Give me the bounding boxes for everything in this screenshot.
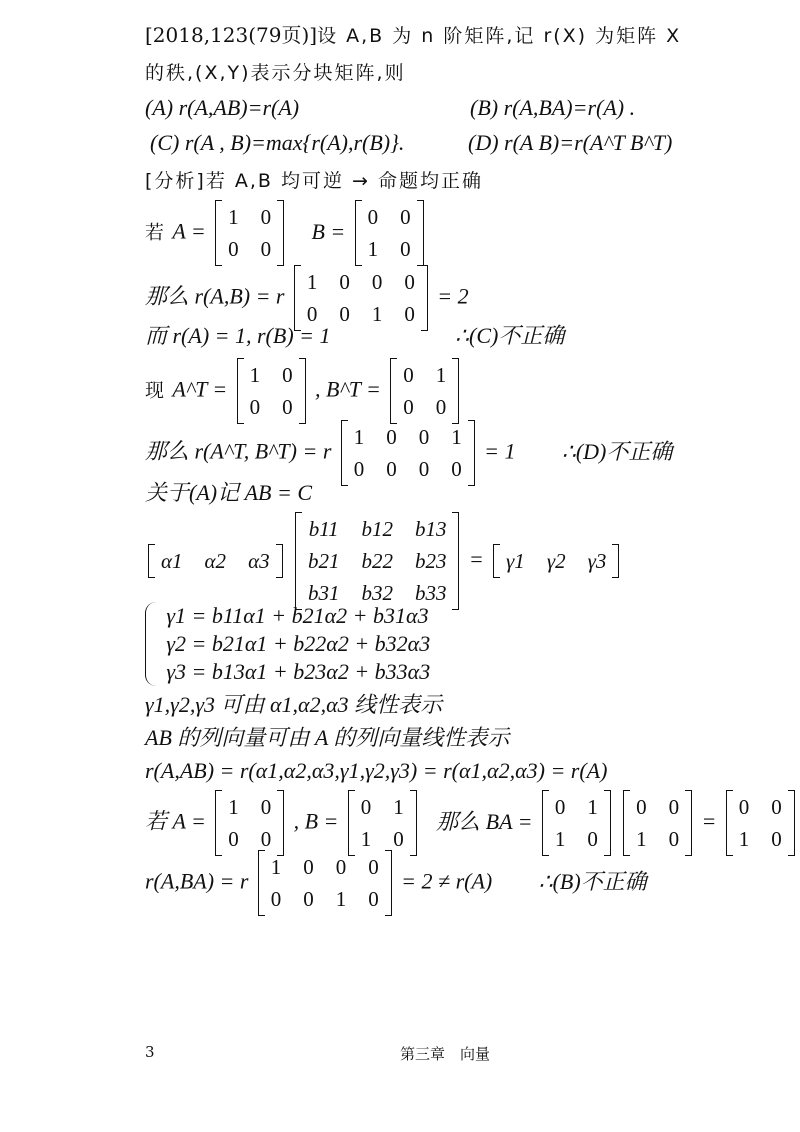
matrix-b bbox=[295, 512, 460, 610]
matrix-cell: b23 bbox=[414, 549, 447, 573]
matrix-cell: 0 bbox=[282, 395, 293, 419]
equation-system bbox=[145, 602, 430, 686]
matrix-cell: 0 bbox=[738, 795, 750, 819]
matrix-cell: 0 bbox=[668, 827, 680, 851]
example2-b-label: , B = bbox=[293, 808, 339, 834]
matrix-cell: 1 bbox=[554, 827, 566, 851]
matrix-ex2-m1 bbox=[542, 790, 611, 856]
matrix-cell: 0 bbox=[303, 887, 314, 911]
alpha-row-vector bbox=[148, 544, 283, 578]
matrix-ex2-b bbox=[348, 790, 417, 856]
matrix-cell: b33 bbox=[414, 581, 447, 605]
matrix-cell: 0 bbox=[360, 795, 372, 819]
example1-b-label: B = bbox=[311, 218, 346, 244]
matrix-cell: 1 bbox=[228, 795, 239, 819]
matrix-cell: γ2 bbox=[546, 549, 566, 573]
product-line: α1 α2 α3 b11 b12 b13 b21 b22 b23 b31 b32 b33 = γ1 γ2 γ3 bbox=[145, 512, 622, 610]
matrix-cell: b22 bbox=[361, 549, 393, 573]
gamma-row-vector bbox=[493, 544, 619, 578]
matrix-cell: 1 bbox=[360, 827, 372, 851]
matrix-ex2-a bbox=[215, 790, 284, 856]
rank-single: 而 r(A) = 1, r(B) = 1 bbox=[145, 323, 331, 348]
rank-t-prefix: 那么 r(A^T, B^T) = r bbox=[145, 438, 332, 464]
matrix-cell: 0 bbox=[404, 302, 415, 326]
matrix-cell: 0 bbox=[368, 855, 379, 879]
matrix-cell: 0 bbox=[418, 457, 430, 481]
problem-stem: 设 A,B 为 n 阶矩阵,记 r(X) 为矩阵 X bbox=[317, 25, 682, 47]
matrix-ex2-m2 bbox=[623, 790, 692, 856]
matrix-cell: 0 bbox=[668, 795, 680, 819]
matrix-cell: 1 bbox=[228, 205, 239, 229]
option-b: (B) r(A,BA)=r(A) . bbox=[470, 95, 636, 120]
example1-a-label: A = bbox=[172, 218, 206, 244]
problem-stem-line1 bbox=[145, 22, 681, 49]
matrix-cell: 1 bbox=[367, 237, 379, 261]
conclusion-b: ∴(B)不正确 bbox=[538, 868, 647, 894]
equation-1: γ1 = b11α1 + b21α2 + b31α3 bbox=[166, 603, 429, 628]
rank-ab-result: = 2 bbox=[437, 283, 469, 309]
matrix-cell: b12 bbox=[361, 517, 393, 541]
rank-ab-line bbox=[145, 265, 469, 331]
analysis-intro: 若 A,B 均可逆 → 命题均正确 bbox=[205, 170, 483, 192]
matrix-cell: 0 bbox=[228, 237, 239, 261]
matrix-cell: 0 bbox=[260, 237, 272, 261]
matrix-cell: b31 bbox=[307, 581, 340, 605]
chapter-title: 第三章 向量 bbox=[400, 1045, 491, 1063]
matrix-cell: 0 bbox=[400, 237, 411, 261]
matrix-bt bbox=[390, 358, 459, 424]
matrix-rank-t bbox=[341, 420, 475, 486]
conclusion-c: ∴(C)不正确 bbox=[455, 323, 565, 348]
rank-ba-prefix: r(A,BA) = r bbox=[145, 868, 249, 894]
matrix-cell: 0 bbox=[339, 302, 350, 326]
rank-chain: r(A,AB) = r(α1,α2,α3,γ1,γ2,γ3) = r(α1,α2,α3) = r(A) bbox=[145, 758, 608, 783]
transpose-line bbox=[145, 358, 462, 424]
matrix-cell: 0 bbox=[400, 205, 411, 229]
matrix-cell: 0 bbox=[228, 827, 239, 851]
matrix-cell: 0 bbox=[587, 827, 598, 851]
at-label: A^T = bbox=[172, 376, 228, 402]
analysis-intro-line bbox=[145, 168, 483, 194]
matrix-cell: 0 bbox=[403, 395, 414, 419]
matrix-cell: 0 bbox=[303, 855, 314, 879]
matrix-cell: b13 bbox=[414, 517, 447, 541]
matrix-cell: α3 bbox=[248, 549, 270, 573]
matrix-cell: 0 bbox=[368, 887, 379, 911]
matrix-cell: 0 bbox=[353, 457, 365, 481]
matrix-cell: 1 bbox=[249, 363, 261, 387]
problem-source: [2018,123(79页)] bbox=[145, 23, 318, 47]
matrix-cell: b11 bbox=[308, 517, 339, 541]
left-brace bbox=[145, 602, 156, 686]
matrix-cell: 0 bbox=[270, 887, 282, 911]
example1-line bbox=[145, 200, 427, 266]
matrix-cell: b21 bbox=[307, 549, 340, 573]
matrix-cell: α2 bbox=[204, 549, 227, 573]
matrix-cell: 0 bbox=[554, 795, 566, 819]
matrix-ex2-m3 bbox=[726, 790, 795, 856]
equation-2: γ2 = b21α1 + b22α2 + b32α3 bbox=[166, 631, 431, 656]
matrix-cell: 1 bbox=[353, 425, 365, 449]
matrix-cell: 1 bbox=[587, 795, 598, 819]
equation-3: γ3 = b13α1 + b23α2 + b33α3 bbox=[166, 659, 431, 684]
matrix-cell: 0 bbox=[260, 205, 272, 229]
matrix-rank-ab bbox=[294, 265, 428, 331]
matrix-cell: 0 bbox=[636, 795, 647, 819]
matrix-ex1-b bbox=[355, 200, 424, 266]
example1-prefix: 若 bbox=[145, 221, 167, 244]
matrix-cell: 1 bbox=[393, 795, 404, 819]
matrix-cell: 0 bbox=[771, 795, 782, 819]
matrix-cell: 0 bbox=[771, 827, 782, 851]
matrix-cell: 0 bbox=[404, 270, 415, 294]
rank-ab-prefix: 那么 r(A,B) = r bbox=[145, 283, 285, 309]
matrix-cell: 1 bbox=[636, 827, 647, 851]
matrix-cell: 0 bbox=[335, 855, 347, 879]
rank-ba-line bbox=[145, 850, 647, 916]
matrix-cell: 0 bbox=[260, 795, 272, 819]
matrix-cell: α1 bbox=[161, 549, 183, 573]
matrix-at bbox=[237, 358, 306, 424]
option-c: (C) r(A , B)=max{r(A),r(B)}. bbox=[150, 130, 405, 155]
matrix-cell: 1 bbox=[270, 855, 282, 879]
matrix-cell: 1 bbox=[451, 425, 462, 449]
matrix-cell: b32 bbox=[361, 581, 393, 605]
option-d: (D) r(A B)=r(A^T B^T) bbox=[468, 130, 673, 155]
matrix-cell: 0 bbox=[393, 827, 404, 851]
matrix-cell: γ1 bbox=[506, 549, 525, 573]
example2-ba-label: 那么 BA = bbox=[436, 808, 533, 834]
problem-stem-line2: 的秩,(X,Y)表示分块矩阵,则 bbox=[145, 62, 406, 84]
matrix-cell: γ3 bbox=[587, 549, 607, 573]
about-a: 关于(A)记 AB = C bbox=[145, 480, 312, 505]
matrix-cell: 0 bbox=[451, 457, 462, 481]
bt-label: , B^T = bbox=[315, 376, 381, 402]
matrix-cell: 0 bbox=[367, 205, 379, 229]
matrix-cell: 0 bbox=[418, 425, 430, 449]
example2-eq: = bbox=[701, 808, 717, 834]
example2-line bbox=[145, 790, 798, 856]
matrix-cell: 0 bbox=[306, 302, 318, 326]
matrix-cell: 0 bbox=[371, 270, 383, 294]
matrix-cell: 0 bbox=[260, 827, 272, 851]
matrix-cell: 0 bbox=[403, 363, 414, 387]
matrix-cell: 1 bbox=[371, 302, 383, 326]
analysis-label: [分析] bbox=[145, 170, 206, 192]
matrix-cell: 0 bbox=[386, 457, 397, 481]
matrix-cell: 1 bbox=[306, 270, 318, 294]
matrix-rank-ba bbox=[258, 850, 392, 916]
rank-transpose-line bbox=[145, 420, 672, 486]
matrix-cell: 0 bbox=[339, 270, 350, 294]
option-a: (A) r(A,AB)=r(A) bbox=[145, 95, 300, 120]
rank-t-result: = 1 bbox=[484, 438, 516, 464]
matrix-cell: 1 bbox=[335, 887, 347, 911]
matrix-cell: 0 bbox=[386, 425, 397, 449]
matrix-cell: 1 bbox=[435, 363, 447, 387]
rank-ba-result: = 2 ≠ r(A) bbox=[401, 868, 493, 894]
matrix-cell: 0 bbox=[282, 363, 293, 387]
transpose-prefix: 现 bbox=[145, 379, 167, 402]
page-number: 3 bbox=[145, 1043, 155, 1061]
linear-statement-1: γ1,γ2,γ3 可由 α1,α2,α3 线性表示 bbox=[145, 692, 443, 717]
example2-prefix: 若 A = bbox=[145, 808, 206, 834]
linear-statement-2: AB 的列向量可由 A 的列向量线性表示 bbox=[145, 725, 510, 750]
matrix-ex1-a bbox=[215, 200, 284, 266]
conclusion-d: ∴(D)不正确 bbox=[561, 438, 673, 464]
matrix-cell: 0 bbox=[435, 395, 447, 419]
matrix-cell: 1 bbox=[738, 827, 750, 851]
matrix-cell: 0 bbox=[249, 395, 261, 419]
